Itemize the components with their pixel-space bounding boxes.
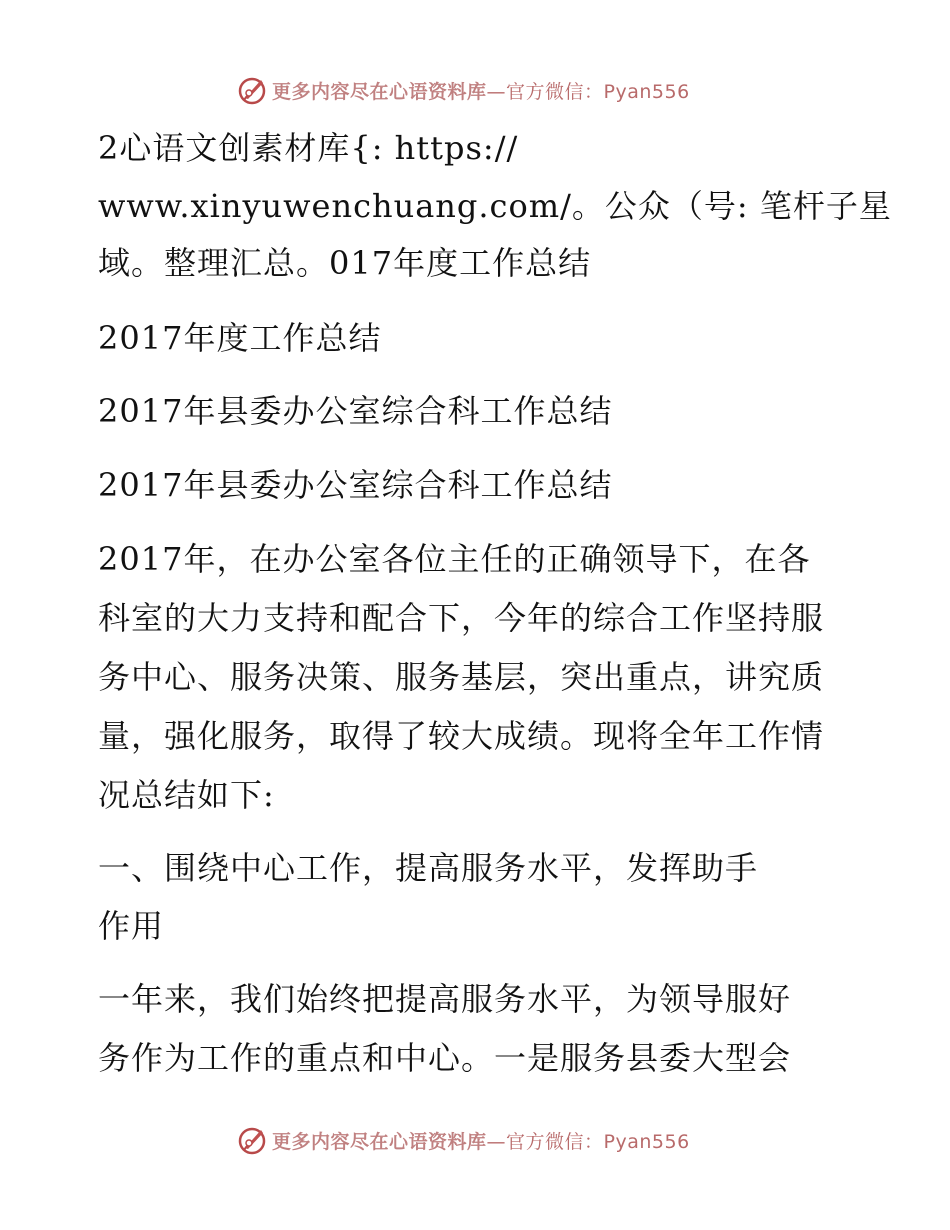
body-line: 2017年县委办公室综合科工作总结 bbox=[98, 392, 613, 430]
body-line: 务作为工作的重点和中心。一是服务县委大型会 bbox=[98, 1039, 792, 1077]
watermark-text: 更多内容尽在心语资料库—官方微信：Pyan556 bbox=[272, 80, 690, 103]
body-line: 域。整理汇总。017年度工作总结 bbox=[98, 244, 592, 282]
body-line: 务中心、服务决策、服务基层，突出重点，讲究质 bbox=[98, 658, 825, 696]
body-line: 一年来，我们始终把提高服务水平，为领导服好 bbox=[98, 980, 792, 1018]
body-line: www.xinyuwenchuang.com/。公众（号: 笔杆子星 bbox=[98, 187, 892, 225]
section-heading: 一、围绕中心工作，提高服务水平，发挥助手 bbox=[98, 849, 759, 887]
body-line: 2017年度工作总结 bbox=[98, 319, 382, 357]
quill-pen-logo-icon bbox=[236, 74, 268, 106]
section-heading-cont: 作用 bbox=[98, 907, 165, 945]
body-line: 科室的大力支持和配合下，今年的综合工作坚持服 bbox=[98, 599, 825, 637]
footer-watermark bbox=[236, 1122, 756, 1158]
body-line: 况总结如下: bbox=[98, 776, 275, 814]
body-line: 2017年，在办公室各位主任的正确领导下，在各 bbox=[98, 540, 811, 578]
body-line: 量，强化服务，取得了较大成绩。现将全年工作情 bbox=[98, 717, 825, 755]
body-line: 2017年县委办公室综合科工作总结 bbox=[98, 466, 613, 504]
header-watermark bbox=[236, 72, 756, 108]
body-line: 2心语文创素材库{: https:// bbox=[98, 129, 519, 167]
quill-pen-logo-icon bbox=[236, 1124, 268, 1156]
watermark-text: 更多内容尽在心语资料库—官方微信：Pyan556 bbox=[272, 1130, 690, 1153]
